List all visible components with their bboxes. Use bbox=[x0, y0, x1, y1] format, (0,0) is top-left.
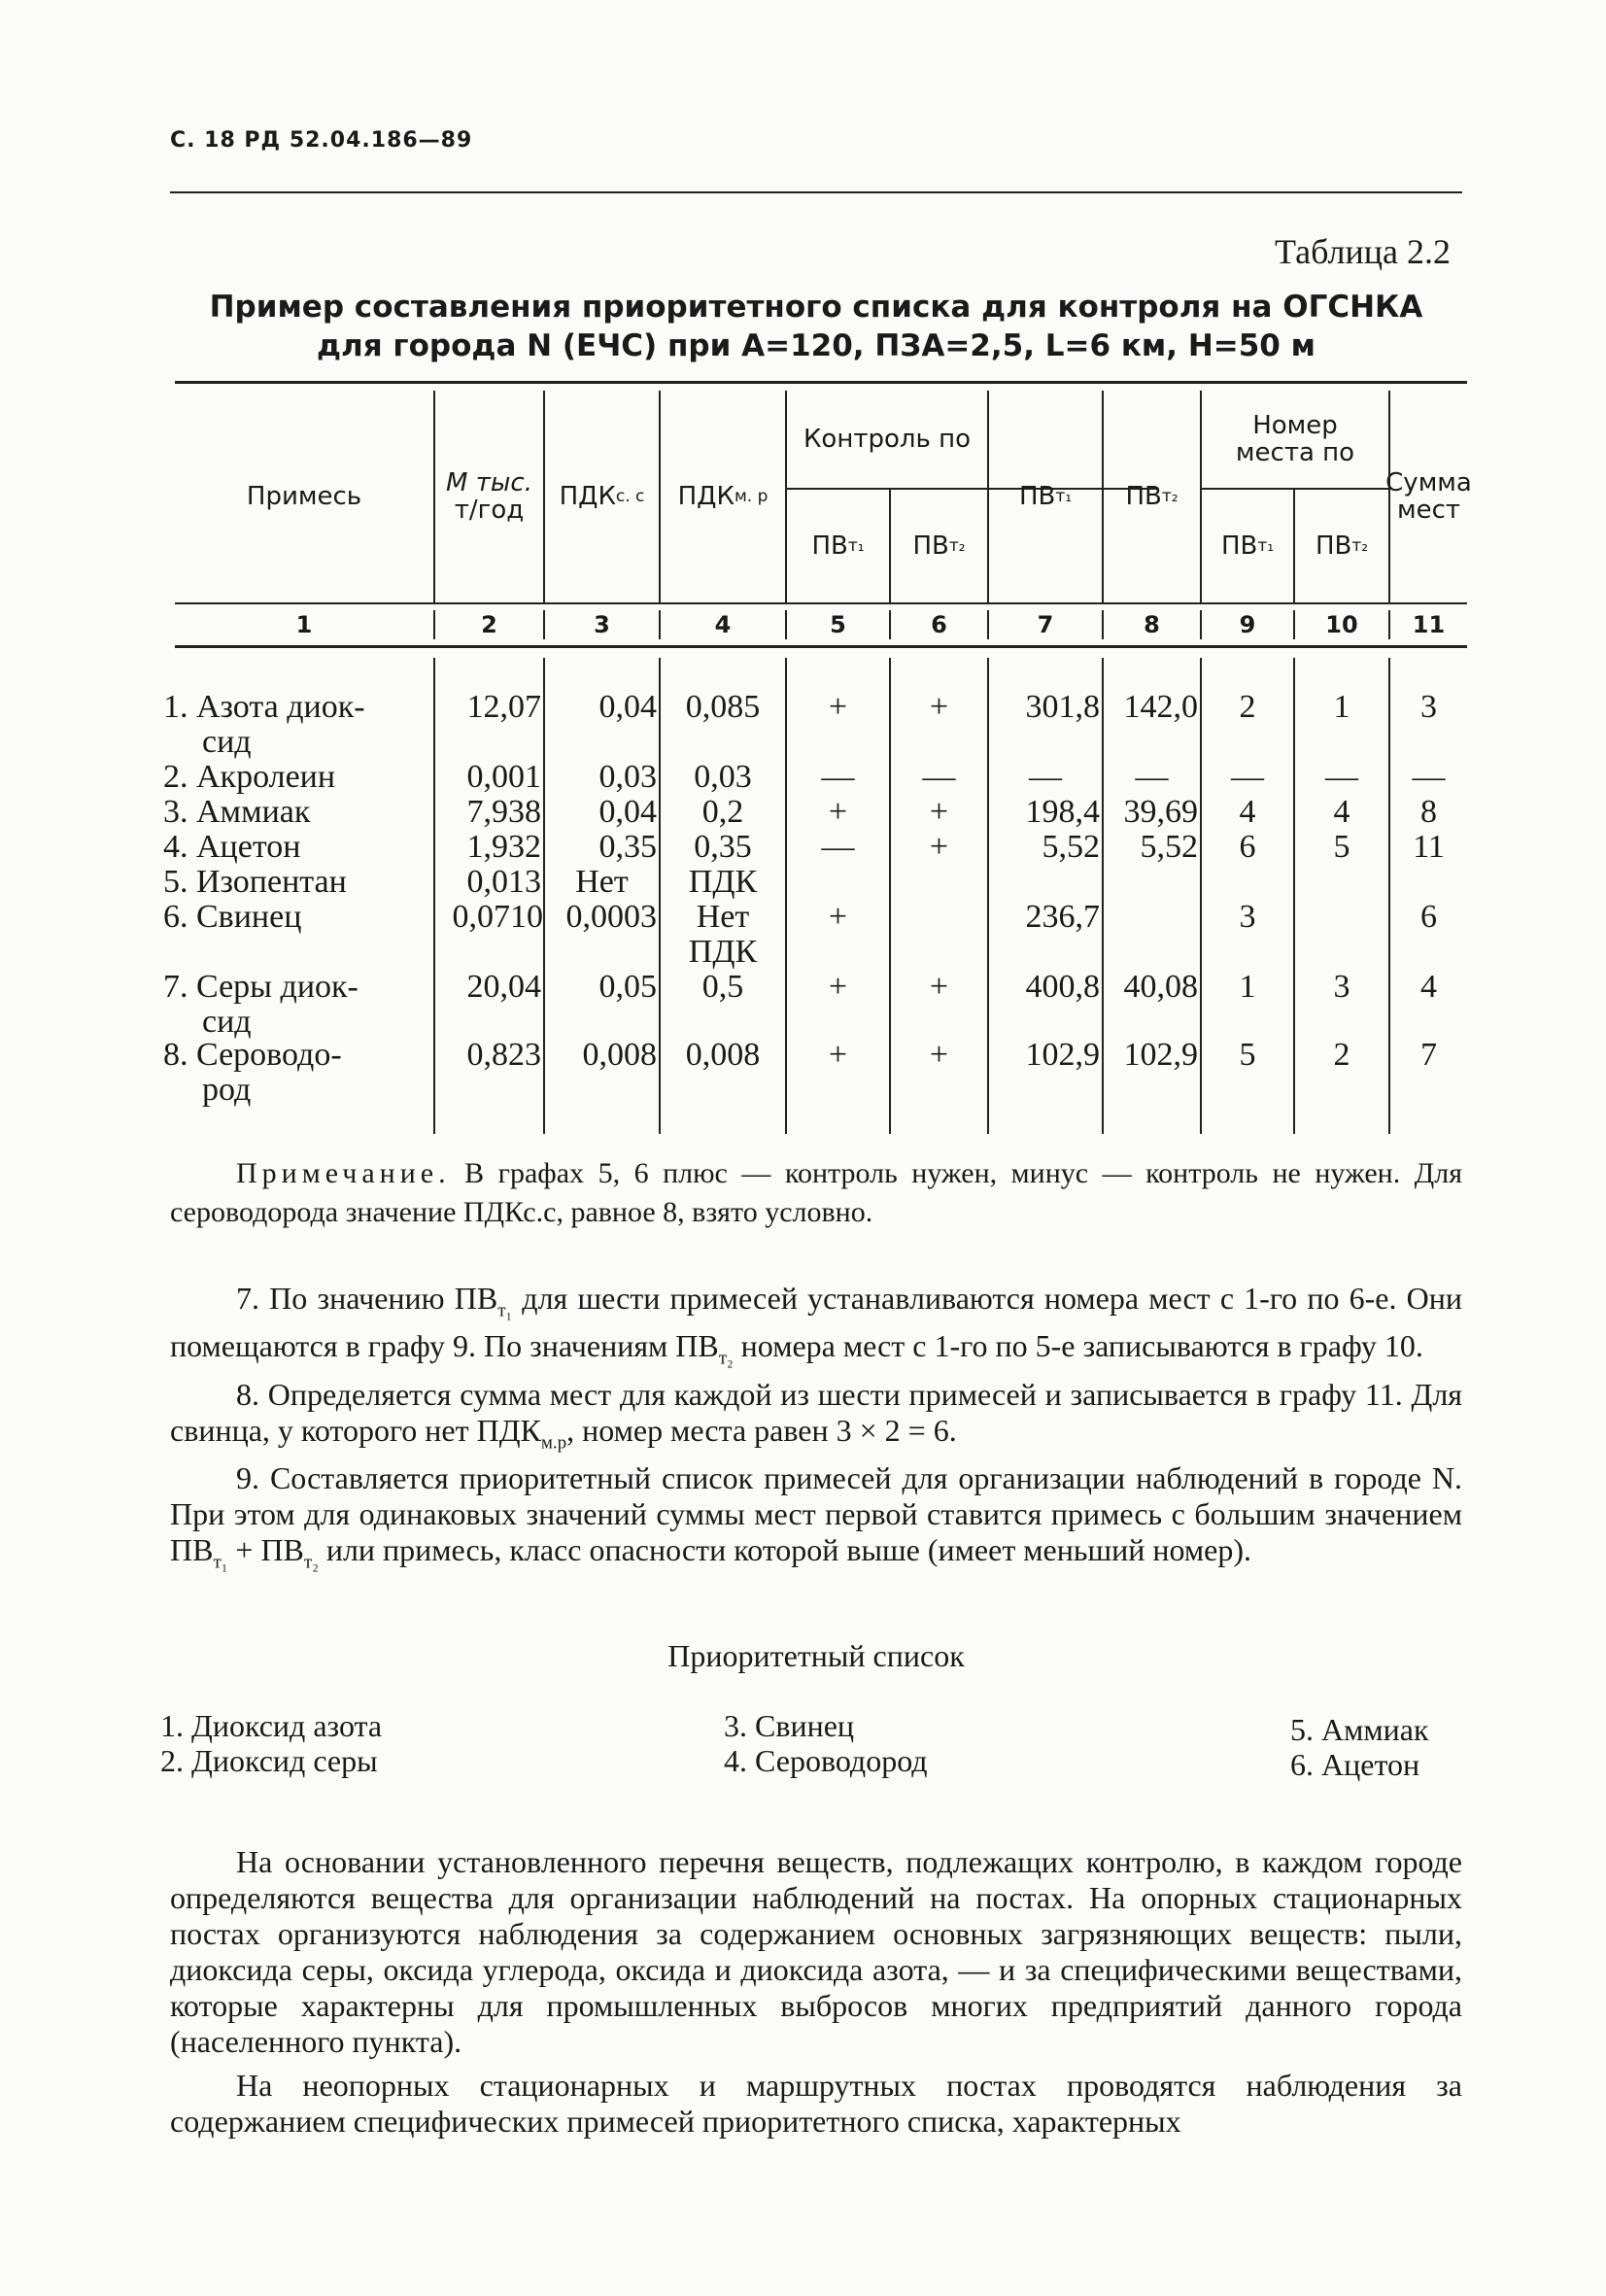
paragraph-b: На неопорных стационарных и маршрутных постах проводятся наблюдения за содержанием специфических примесей приоритетного списка, характерных bbox=[170, 2068, 1462, 2139]
column-number: 3 bbox=[594, 611, 610, 638]
row-name bbox=[163, 760, 416, 795]
p9-part-b: + ПВ bbox=[227, 1532, 304, 1568]
h7-main: ПВ bbox=[1018, 482, 1056, 511]
p8-part-a: 8. Определяется сумма мест для каждой из шести примесей и записывается в графу 11. Для свинца, у которого нет ПДК bbox=[170, 1376, 1462, 1448]
paragraph-8 bbox=[170, 1377, 1462, 1460]
p7-part-a: 7. По значению ПВ bbox=[236, 1281, 498, 1316]
row-name-line-1: 4. Ацетон bbox=[163, 829, 301, 865]
column-number: 6 bbox=[931, 611, 947, 638]
cell-m: 12,07 bbox=[466, 689, 541, 725]
header-sum-line-1: Сумма bbox=[1385, 468, 1472, 497]
cell-place-2: 5 bbox=[1333, 829, 1350, 865]
cell-pv2: — bbox=[1135, 759, 1169, 795]
header-pv1 bbox=[989, 391, 1102, 602]
header-place-pv2 bbox=[1295, 490, 1388, 602]
cell-pv2: 39,69 bbox=[1123, 794, 1198, 830]
priority-item: 3. Свинец bbox=[724, 1708, 855, 1743]
p9-part-a: 9. Составляется приоритетный список примесей для организации наблюдений в городе N. При этом для одинаковых значений суммы мест первой ставится примесь с большим значением ПВ bbox=[170, 1460, 1462, 1568]
h9-main: ПВ bbox=[1220, 531, 1258, 561]
cell-control-2: + bbox=[929, 1037, 949, 1073]
row-name-line-1: 6. Свинец bbox=[163, 899, 302, 935]
cell-pv2: 5,52 bbox=[1140, 829, 1198, 865]
cell-pv2: 102,9 bbox=[1123, 1037, 1198, 1073]
h10-main: ПВ bbox=[1315, 531, 1352, 561]
cell-pdk-mr: 0,085 bbox=[685, 689, 761, 725]
header-control-pv2 bbox=[891, 490, 987, 602]
row-name bbox=[163, 795, 416, 830]
cell-m: 0,013 bbox=[466, 864, 541, 900]
cell-place-2: — bbox=[1325, 759, 1358, 795]
numbered-paragraphs bbox=[170, 1281, 1462, 1581]
cell-control-1: — bbox=[821, 759, 855, 795]
cell-m: 0,823 bbox=[466, 1037, 541, 1073]
cell-place-1: 6 bbox=[1239, 829, 1256, 865]
cell-m: 0,0710 bbox=[452, 899, 543, 935]
cell-pdk-ss: 0,05 bbox=[598, 969, 657, 1005]
cell-control-1: + bbox=[828, 1037, 848, 1073]
p7-part-b: для шести примесей устанавливаются номера мест с 1-го по 6-е. Они помещаются в графу 9. По значениям ПВ bbox=[170, 1281, 1463, 1364]
cell-m: 0,001 bbox=[466, 759, 541, 795]
note-lead: Примечание. bbox=[236, 1157, 451, 1189]
row-name bbox=[163, 900, 416, 935]
p9-sub-2: т₂ bbox=[303, 1552, 319, 1573]
cell-control-2: + bbox=[929, 829, 949, 865]
priority-list-col-2 bbox=[724, 1708, 928, 1778]
cell-pdk-mr: 0,008 bbox=[685, 1037, 761, 1073]
column-number: 10 bbox=[1325, 611, 1358, 638]
cell-pdk-mr: Нет bbox=[696, 899, 750, 935]
header-pdk-mr-sub: м. р bbox=[734, 487, 769, 506]
paragraph-7 bbox=[170, 1281, 1462, 1377]
cell-place-1: 2 bbox=[1239, 689, 1256, 725]
header-sum bbox=[1385, 391, 1472, 602]
h8-main: ПВ bbox=[1125, 482, 1162, 511]
table-title bbox=[170, 288, 1462, 365]
header-sum-line-2: мест bbox=[1396, 496, 1461, 525]
header-emission-line-2: т/год bbox=[454, 496, 525, 525]
cell-pv1: 5,52 bbox=[1042, 829, 1100, 865]
p9-sub-1: т₁ bbox=[213, 1552, 228, 1573]
header-place-line-1: Номер bbox=[1252, 411, 1338, 440]
cell-pv1: 301,8 bbox=[1025, 689, 1100, 725]
priority-list-title: Приоритетный список bbox=[667, 1638, 965, 1673]
header-pdk-ss bbox=[545, 391, 659, 602]
cell-control-1: + bbox=[828, 794, 848, 830]
row-name-line-1: 5. Изопентан bbox=[163, 864, 347, 900]
h6-sub: т₂ bbox=[948, 536, 966, 556]
p9-part-c: или примесь, класс опасности которой выше (имеет меньший номер). bbox=[318, 1532, 1251, 1568]
cell-pdk-ss: 0,04 bbox=[598, 689, 657, 725]
priority-item: 2. Диоксид серы bbox=[160, 1743, 378, 1778]
cell-control-2: + bbox=[929, 689, 949, 725]
column-number: 7 bbox=[1037, 611, 1054, 638]
paragraph-a: На основании установленного перечня веществ, подлежащих контролю, в каждом городе определяются вещества для организации наблюдений на постах. На опорных стационарных постах организуются наблюдения за содержанием основных загрязняющих веществ: пыли, диоксида серы, оксида углерода, оксида и диоксида азота, — и за специфическими веществами, которые характерны для промышленных выбросов многих предприятий данного города (населенного пункта). bbox=[170, 1844, 1462, 2059]
row-name-line-1: 1. Азота диок- bbox=[163, 689, 365, 725]
row-name bbox=[163, 830, 416, 865]
header-pdk-ss-main: ПДК bbox=[559, 482, 616, 511]
cell-pdk-ss: Нет bbox=[575, 864, 629, 900]
colnum-bottom-rule bbox=[175, 645, 1467, 648]
header-emission-line-1: M тыс. bbox=[446, 468, 532, 497]
cell-pdk-ss: 0,35 bbox=[598, 829, 657, 865]
cell-m: 20,04 bbox=[466, 969, 541, 1005]
cell-pdk-mr: 0,35 bbox=[694, 829, 752, 865]
header-pdk-ss-sub: с. с bbox=[615, 487, 645, 506]
cell-sum: 3 bbox=[1420, 689, 1437, 725]
row-name bbox=[163, 1038, 416, 1108]
cell-m: 7,938 bbox=[466, 794, 541, 830]
row-name-line-1: 8. Сероводо- bbox=[163, 1037, 342, 1073]
cell-place-2: 4 bbox=[1333, 794, 1350, 830]
h5-sub: т₁ bbox=[847, 536, 865, 556]
cell-sum: — bbox=[1412, 759, 1446, 795]
cell-place-1: — bbox=[1231, 759, 1264, 795]
cell-place-2: 1 bbox=[1333, 689, 1350, 725]
header-pdk-mr-main: ПДК bbox=[677, 482, 735, 511]
column-number: 2 bbox=[481, 611, 497, 638]
cell-sum: 4 bbox=[1420, 969, 1437, 1005]
p7-part-c: номера мест с 1-го по 5-е записываются в графу 10. bbox=[733, 1328, 1423, 1364]
cell-place-1: 3 bbox=[1239, 899, 1256, 935]
p8-sub: м.р bbox=[540, 1432, 567, 1454]
table-top-rule bbox=[175, 381, 1467, 384]
table-title-line-2: для города N (ЕЧС) при A=120, ПЗА=2,5, L=6 км, H=50 м bbox=[316, 328, 1316, 363]
row-name bbox=[163, 865, 416, 900]
header-pollutant: Примесь bbox=[246, 482, 362, 511]
running-header: С. 18 РД 52.04.186—89 bbox=[170, 128, 473, 153]
header-pdk-mr bbox=[661, 391, 785, 602]
h8-sub: т₂ bbox=[1161, 487, 1179, 506]
column-number: 8 bbox=[1144, 611, 1160, 638]
cell-pv1: — bbox=[1029, 759, 1062, 795]
priority-item: 4. Сероводород bbox=[724, 1743, 928, 1778]
h9-sub: т₁ bbox=[1257, 536, 1275, 556]
cell-place-2: 3 bbox=[1333, 969, 1350, 1005]
p8-part-b: , номер места равен 3 × 2 = 6. bbox=[566, 1412, 957, 1448]
priority-table bbox=[163, 381, 1472, 1144]
cell-control-1: + bbox=[828, 899, 848, 935]
header-place-line-2: места по bbox=[1235, 438, 1355, 467]
cell-pdk-mr: 0,2 bbox=[701, 794, 744, 830]
cell-pv2: 40,08 bbox=[1123, 969, 1198, 1005]
row-name-line-2: сид bbox=[202, 1004, 252, 1040]
header-control-pv1 bbox=[787, 490, 889, 602]
table-label: Таблица 2.2 bbox=[1275, 232, 1451, 271]
cell-pv2: 142,0 bbox=[1123, 689, 1198, 725]
cell-pdk-mr: 0,03 bbox=[694, 759, 752, 795]
table-note bbox=[170, 1154, 1462, 1232]
column-number: 5 bbox=[830, 611, 846, 638]
priority-list-col-3 bbox=[1290, 1712, 1428, 1782]
cell-control-1: — bbox=[821, 829, 855, 865]
p7-sub-2: т₂ bbox=[718, 1348, 734, 1369]
cell-pv1: 400,8 bbox=[1025, 969, 1100, 1005]
cell-control-2: + bbox=[929, 794, 949, 830]
header-control: Контроль по bbox=[803, 425, 972, 454]
column-number: 11 bbox=[1412, 611, 1446, 638]
note-text: В графах 5, 6 плюс — контроль нужен, минус — контроль не нужен. Для сероводорода значение ПДКс.с, равное 8, взято условно. bbox=[170, 1157, 1462, 1228]
cell-pdk-ss: 0,03 bbox=[598, 759, 657, 795]
column-number: 9 bbox=[1239, 611, 1256, 638]
p7-sub-1: т₁ bbox=[497, 1300, 513, 1321]
row-name bbox=[163, 690, 416, 760]
cell-pdk-ss: 0,008 bbox=[582, 1037, 657, 1073]
row-name-line-1: 7. Серы диок- bbox=[163, 969, 359, 1005]
cell-pdk-mr: ПДК bbox=[688, 864, 758, 900]
column-number: 1 bbox=[295, 611, 313, 638]
table-title-line-1: Пример составления приоритетного списка для контроля на ОГСНКА bbox=[209, 290, 1423, 325]
cell-place-1: 4 bbox=[1239, 794, 1256, 830]
h7-sub: т₁ bbox=[1055, 487, 1073, 506]
cell-place-2: 2 bbox=[1333, 1037, 1350, 1073]
header-rule bbox=[170, 191, 1462, 193]
cell-pdk-mr: 0,5 bbox=[701, 969, 744, 1005]
header-emission bbox=[435, 391, 543, 602]
cell-pdk-mr-line-2: ПДК bbox=[688, 934, 758, 970]
h6-main: ПВ bbox=[912, 531, 949, 561]
cell-place-1: 1 bbox=[1239, 969, 1256, 1005]
header-place bbox=[1202, 391, 1388, 488]
cell-pdk-ss: 0,04 bbox=[598, 794, 657, 830]
cell-pv1: 236,7 bbox=[1025, 899, 1100, 935]
cell-control-1: + bbox=[828, 969, 848, 1005]
header-pv2 bbox=[1104, 391, 1200, 602]
h5-main: ПВ bbox=[811, 531, 848, 561]
priority-item: 5. Аммиак bbox=[1290, 1712, 1429, 1747]
cell-pdk-ss: 0,0003 bbox=[565, 899, 657, 935]
cell-pv1: 102,9 bbox=[1025, 1037, 1100, 1073]
column-number: 4 bbox=[714, 611, 732, 638]
header-place-pv1 bbox=[1202, 490, 1293, 602]
cell-pv1: 198,4 bbox=[1025, 794, 1100, 830]
cell-sum: 7 bbox=[1420, 1037, 1437, 1073]
cell-m: 1,932 bbox=[466, 829, 541, 865]
cell-control-1: + bbox=[828, 689, 848, 725]
row-name-line-1: 2. Акролеин bbox=[163, 759, 336, 795]
cell-control-2: + bbox=[929, 969, 949, 1005]
priority-item: 1. Диоксид азота bbox=[160, 1708, 383, 1743]
cell-sum: 6 bbox=[1420, 899, 1437, 935]
cell-sum: 11 bbox=[1413, 829, 1445, 865]
row-name bbox=[163, 970, 416, 1040]
paragraph-9 bbox=[170, 1460, 1462, 1580]
row-name-line-2: род bbox=[202, 1072, 252, 1108]
cell-place-1: 5 bbox=[1239, 1037, 1256, 1073]
cell-sum: 8 bbox=[1420, 794, 1437, 830]
priority-list-col-1 bbox=[160, 1708, 382, 1778]
body-text bbox=[170, 1844, 1462, 2140]
row-name-line-2: сид bbox=[202, 724, 252, 760]
row-name-line-1: 3. Аммиак bbox=[163, 794, 311, 830]
cell-control-2: — bbox=[922, 759, 956, 795]
header-bottom-rule bbox=[175, 602, 1467, 604]
priority-item: 6. Ацетон bbox=[1290, 1747, 1420, 1782]
h10-sub: т₂ bbox=[1351, 536, 1369, 556]
